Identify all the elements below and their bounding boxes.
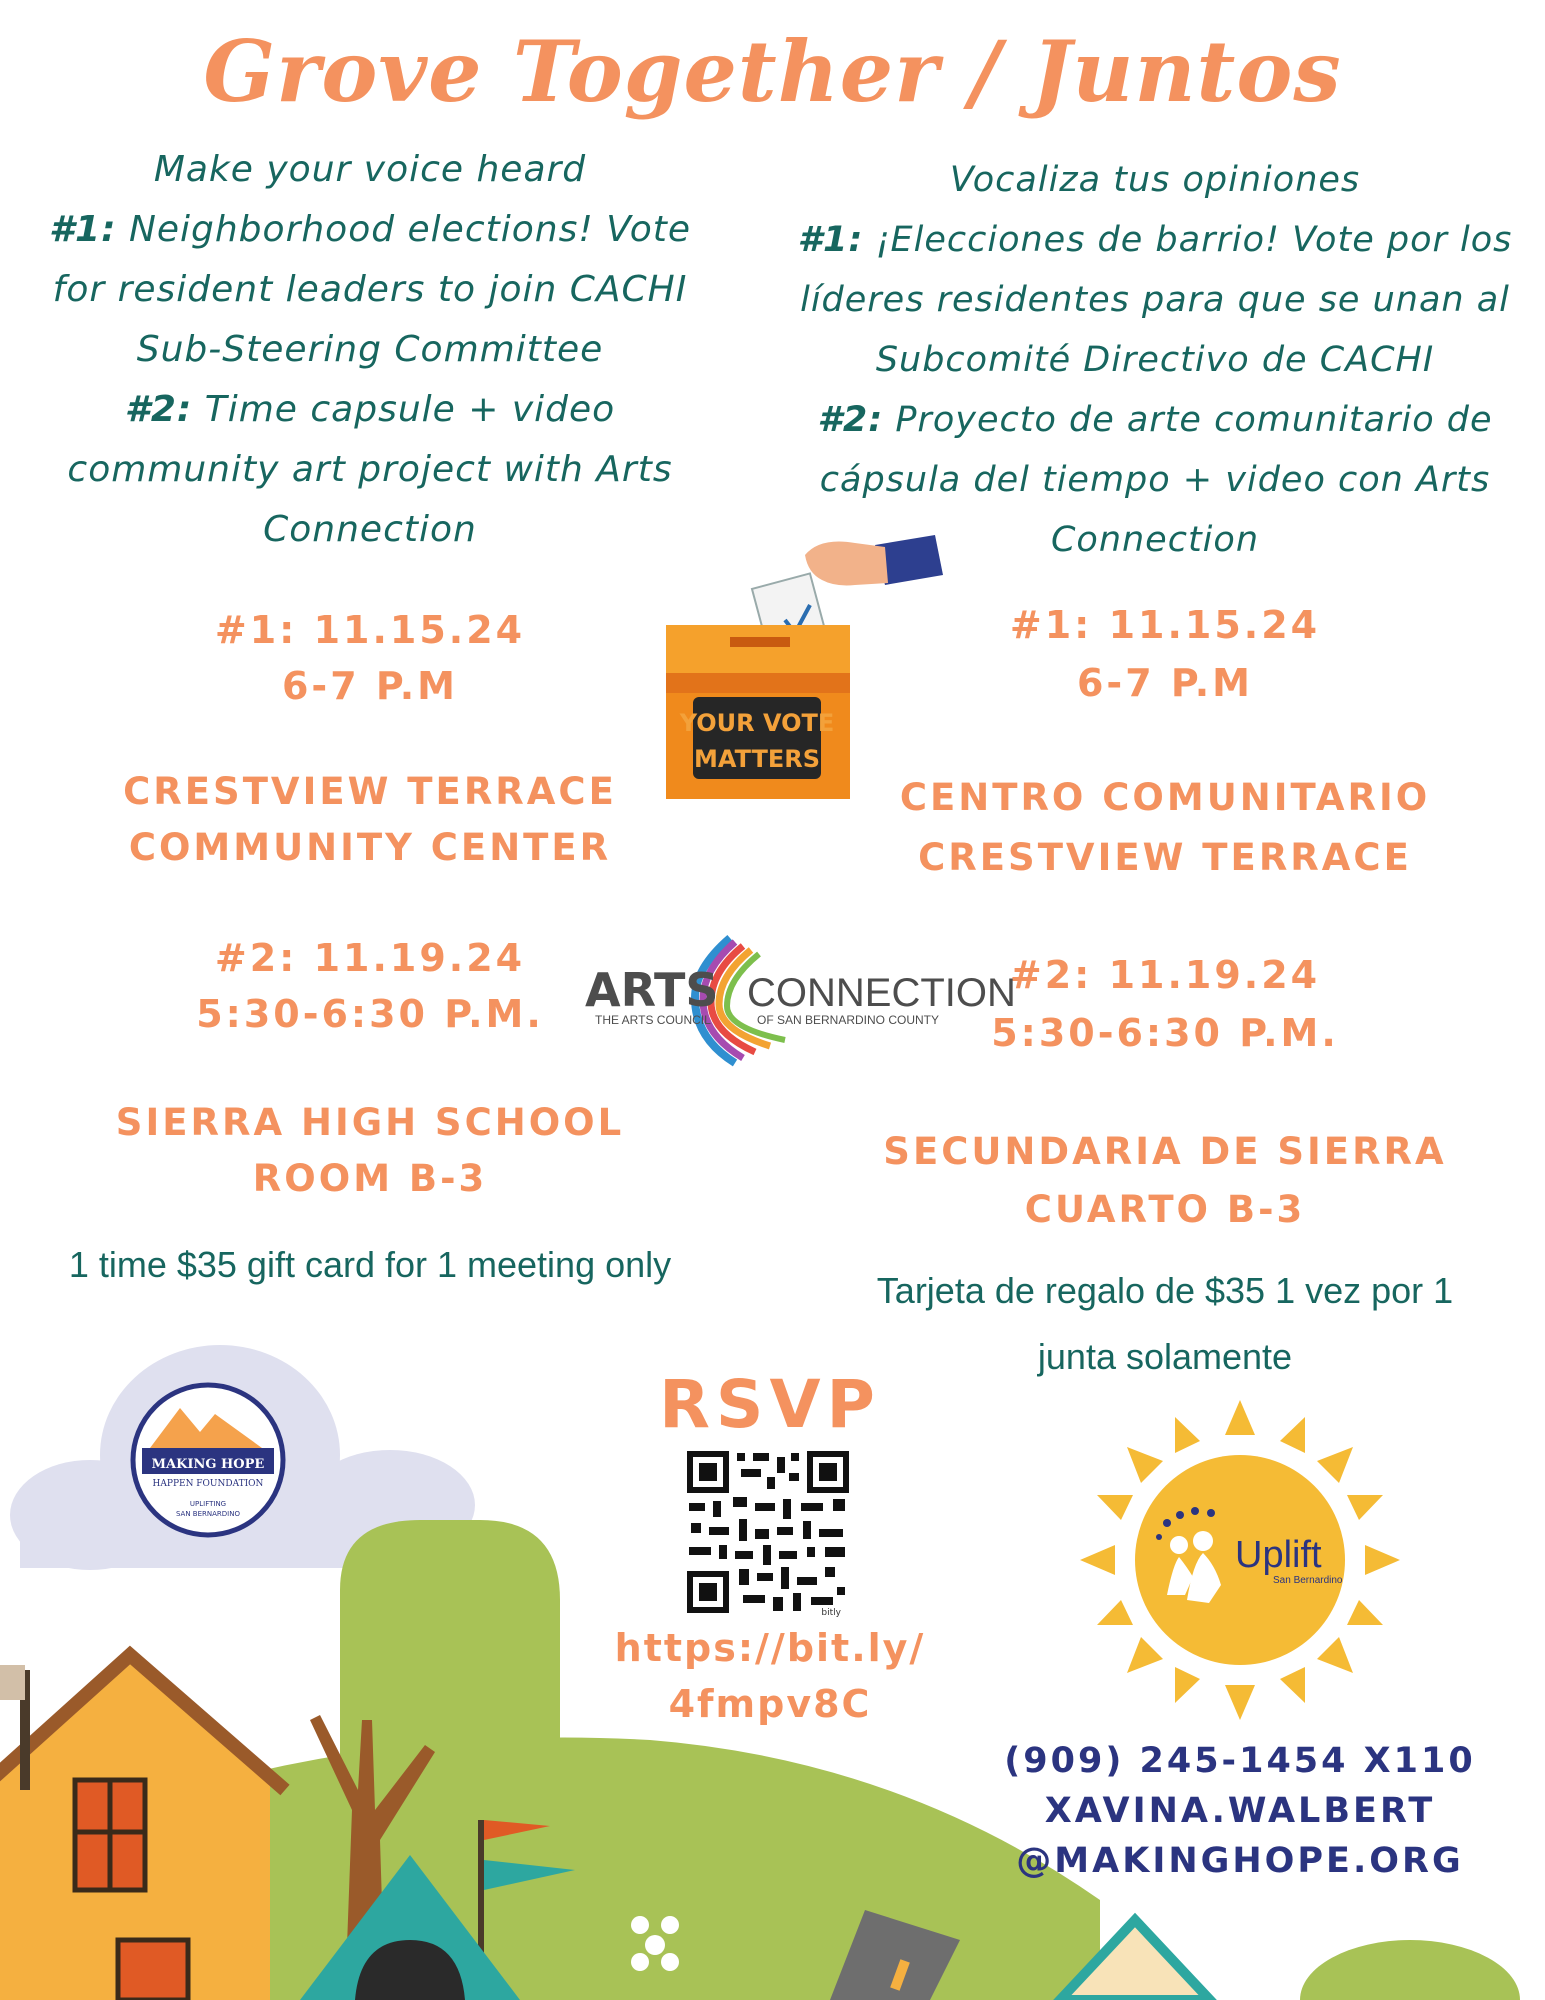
english-event1-time: 6-7 P.M bbox=[281, 664, 458, 708]
english-item2-label: #2: bbox=[124, 389, 193, 430]
spanish-event2-place-l2: CUARTO B-3 bbox=[1024, 1188, 1306, 1231]
english-event2-place bbox=[20, 1095, 720, 1207]
english-event1-place-l2: COMMUNITY CENTER bbox=[128, 826, 612, 869]
english-item2-line2: community art project with Arts bbox=[67, 449, 673, 490]
spanish-heading: Vocaliza tus opiniones bbox=[949, 160, 1361, 200]
english-event2-time: 5:30-6:30 P.M. bbox=[196, 992, 544, 1036]
making-hope-name: MAKING HOPE bbox=[151, 1457, 265, 1472]
english-intro bbox=[20, 140, 720, 560]
spanish-event1-time: 6-7 P.M bbox=[1076, 661, 1253, 705]
spanish-event2-place bbox=[800, 1123, 1530, 1239]
contact-email-l1[interactable]: XAVINA.WALBERT bbox=[1044, 1791, 1436, 1831]
english-item2-text: Time capsule + video bbox=[204, 389, 616, 430]
english-event1-place bbox=[20, 764, 720, 876]
spanish-gift-l2: junta solamente bbox=[1037, 1336, 1293, 1377]
spanish-intro bbox=[770, 150, 1540, 570]
page-title: Grove Together / Juntos bbox=[203, 22, 1342, 121]
english-heading: Make your voice heard bbox=[153, 149, 587, 190]
spanish-item1-line3: Subcomité Directivo de CACHI bbox=[875, 340, 1435, 380]
spanish-event1-place-l2: CRESTVIEW TERRACE bbox=[918, 836, 1412, 879]
house-icon bbox=[0, 1655, 285, 2000]
rsvp-url-l2[interactable]: 4fmpv8C bbox=[668, 1682, 872, 1726]
spanish-event2-date: #2: 11.19.24 bbox=[1009, 953, 1321, 997]
spanish-item2-text: Proyecto de arte comunitario de bbox=[895, 400, 1493, 440]
english-gift-card: 1 time $35 gift card for 1 meeting only bbox=[68, 1244, 672, 1285]
spanish-item2-line3: Connection bbox=[1050, 520, 1260, 560]
connection-word: CONNECTION bbox=[747, 971, 1016, 1015]
english-item1-line2: for resident leaders to join CACHI bbox=[52, 269, 688, 310]
spanish-event2-time: 5:30-6:30 P.M. bbox=[991, 1011, 1339, 1055]
rsvp-url-l1[interactable]: https://bit.ly/ bbox=[614, 1626, 926, 1670]
ballot-line2: MATTERS bbox=[693, 745, 821, 773]
contact-email-l2[interactable]: @MAKINGHOPE.ORG bbox=[1016, 1841, 1464, 1881]
english-event1-date: #1: 11.15.24 bbox=[214, 608, 526, 652]
spanish-event1-place-l1: CENTRO COMUNITARIO bbox=[899, 776, 1431, 819]
contact-info bbox=[980, 1736, 1500, 1886]
uplift-name: Uplift bbox=[1235, 1534, 1322, 1576]
english-item1-label: #1: bbox=[48, 209, 117, 250]
spanish-item1-label: #1: bbox=[797, 220, 864, 260]
making-hope-tag1: UPLIFTING bbox=[189, 1500, 227, 1508]
spanish-gift-l1: Tarjeta de regalo de $35 1 vez por 1 bbox=[876, 1270, 1454, 1311]
hill-right bbox=[1300, 1940, 1520, 2000]
qr-caption: bitly bbox=[821, 1608, 841, 1618]
arts-sub1: THE ARTS COUNCIL bbox=[595, 1013, 711, 1027]
english-event2-place-l1: SIERRA HIGH SCHOOL bbox=[115, 1101, 625, 1144]
rsvp-label: RSVP bbox=[659, 1366, 881, 1443]
english-item2-line3: Connection bbox=[263, 509, 477, 550]
making-hope-tag2: SAN BERNARDINO bbox=[175, 1510, 241, 1518]
spanish-item2-label: #2: bbox=[817, 400, 884, 440]
english-event1-datetime bbox=[20, 602, 720, 714]
ballot-box-illustration bbox=[660, 525, 950, 805]
rsvp-qr-code[interactable] bbox=[683, 1447, 853, 1617]
uplift-sun-logo bbox=[1075, 1395, 1405, 1725]
hand-icon bbox=[805, 535, 943, 585]
spanish-event2-place-l1: SECUNDARIA DE SIERRA bbox=[883, 1130, 1447, 1173]
spanish-event1-date: #1: 11.15.24 bbox=[1009, 603, 1321, 647]
rsvp-url[interactable] bbox=[600, 1620, 940, 1732]
arts-sub2: OF SAN BERNARDINO COUNTY bbox=[757, 1013, 940, 1027]
english-event2-date: #2: 11.19.24 bbox=[214, 936, 526, 980]
arts-connection-logo bbox=[585, 928, 1016, 1068]
english-item1-text: Neighborhood elections! Vote bbox=[128, 209, 692, 250]
english-event1-place-l1: CRESTVIEW TERRACE bbox=[123, 770, 617, 813]
english-event2-place-l2: ROOM B-3 bbox=[252, 1157, 488, 1200]
spanish-item1-text: ¡Elecciones de barrio! Vote por los bbox=[875, 220, 1513, 260]
english-item1-line3: Sub-Steering Committee bbox=[136, 329, 604, 370]
arts-word: ARTS bbox=[585, 963, 719, 1017]
contact-phone[interactable]: (909) 245-1454 X110 bbox=[1004, 1741, 1476, 1781]
making-hope-logo bbox=[133, 1385, 283, 1535]
ballot-line1: YOUR VOTE bbox=[679, 709, 835, 737]
spanish-item1-line2: líderes residentes para que se unan al bbox=[800, 280, 1510, 320]
uplift-sub: San Bernardino bbox=[1273, 1575, 1343, 1586]
spanish-item2-line2: cápsula del tiempo + video con Arts bbox=[819, 460, 1491, 500]
making-hope-sub: HAPPEN FOUNDATION bbox=[152, 1479, 264, 1489]
